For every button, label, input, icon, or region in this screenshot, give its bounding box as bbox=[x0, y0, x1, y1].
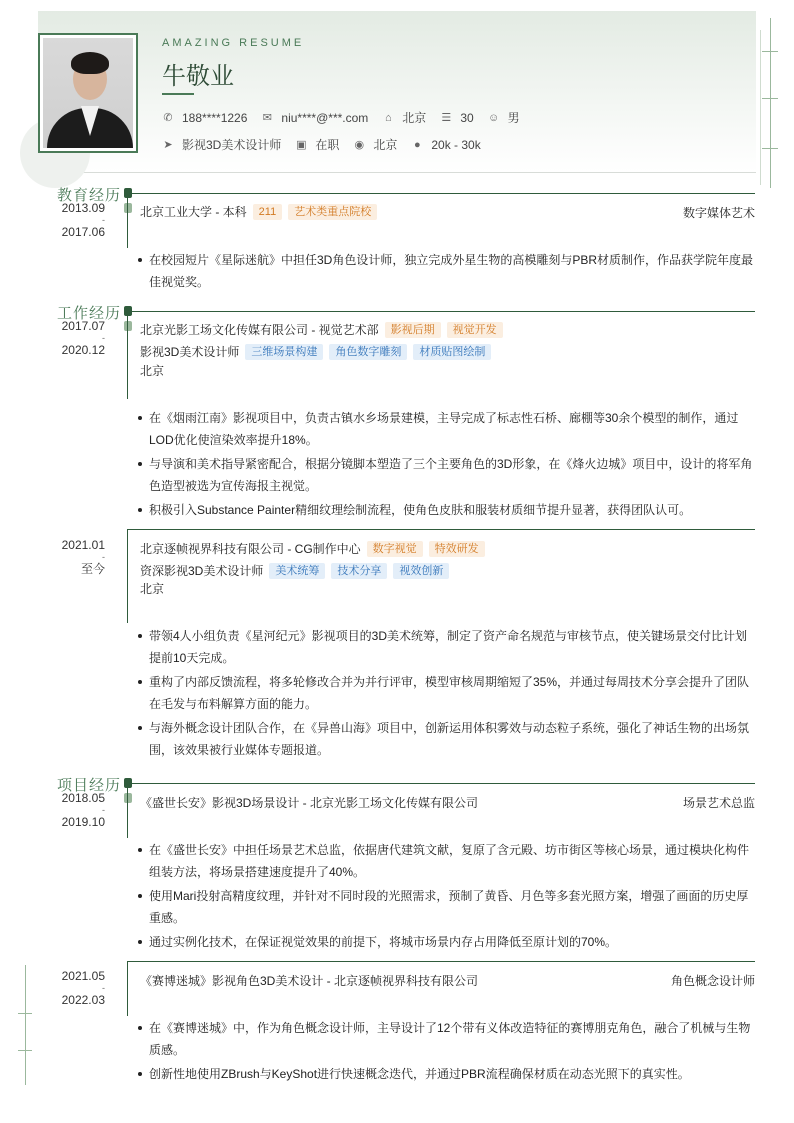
decor-line bbox=[762, 148, 778, 149]
list-item: 通过实例化技术，在保证视觉效果的前提下，将城市场景内存占用降低至原计划的70%。 bbox=[137, 931, 755, 953]
candidate-name: 牛敬业 bbox=[162, 63, 234, 90]
role-tag: 三维场景构建 bbox=[245, 344, 323, 360]
project-role: 场景艺术总监 bbox=[682, 796, 755, 810]
cake-icon: ☰ bbox=[441, 111, 452, 124]
date-start: 2018.05 bbox=[61, 791, 105, 805]
job-intent-row bbox=[162, 136, 495, 153]
date-start: 2021.05 bbox=[61, 969, 105, 983]
decor-line bbox=[762, 98, 778, 99]
mail-icon: ✉ bbox=[262, 111, 273, 124]
avatar bbox=[38, 33, 138, 153]
decor-line bbox=[760, 30, 761, 185]
date-start: 2013.09 bbox=[61, 201, 105, 215]
section-title-work: 工作经历 bbox=[57, 305, 122, 322]
gender-icon: ☺ bbox=[488, 111, 500, 124]
list-item: 重构了内部反馈流程，将多轮修改合并为并行评审，模型审核周期缩短了35%，并通过每周技术分享会提升了团队在毛发与布料解算方面的能力。 bbox=[137, 671, 755, 715]
entry-line bbox=[127, 961, 128, 1016]
company-tag: 视觉开发 bbox=[447, 322, 503, 338]
list-item: 创新性地使用ZBrush与KeyShot进行快速概念迭代，并通过PBR流程确保材质在动态光照下的真实性。 bbox=[137, 1063, 755, 1085]
project-bullets bbox=[137, 839, 755, 955]
section-marker bbox=[124, 188, 132, 198]
work-bullets bbox=[137, 625, 755, 763]
date-end: 至今 bbox=[80, 562, 105, 576]
work-bullets bbox=[137, 407, 755, 523]
contact-row bbox=[162, 109, 534, 126]
list-item: 在《赛博迷城》中，作为角色概念设计师，主导设计了12个带有义体改造特征的赛博朋克角色，融合了机械与生物质感。 bbox=[137, 1017, 755, 1061]
entry-divider bbox=[127, 529, 755, 530]
list-item: 带领4人小组负责《星河纪元》影视项目的3D美术统筹，制定了资产命名规范与审核节点，使关键场景交付比计划提前10天完成。 bbox=[137, 625, 755, 669]
list-item: 与海外概念设计团队合作，在《异兽山海》项目中，创新运用体积雾效与动态粒子系统，强化了神话生物的出场氛围，该效果被行业媒体专题报道。 bbox=[137, 717, 755, 761]
company-tag: 特效研发 bbox=[429, 541, 485, 557]
section-title-education: 教育经历 bbox=[57, 187, 122, 204]
briefcase-icon: ▣ bbox=[296, 138, 307, 151]
section-divider bbox=[129, 193, 755, 194]
school-tag: 艺术类重点院校 bbox=[288, 204, 377, 220]
school-line bbox=[140, 203, 377, 220]
date-end: 2017.06 bbox=[61, 225, 105, 239]
entry-line bbox=[127, 193, 128, 248]
age-text: 30 bbox=[460, 110, 474, 125]
gender-text: 男 bbox=[507, 111, 520, 125]
work-city: 北京 bbox=[140, 364, 165, 378]
section-divider bbox=[129, 311, 755, 312]
school-tag: 211 bbox=[253, 204, 283, 220]
project-role: 角色概念设计师 bbox=[670, 974, 755, 988]
date-end: 2022.03 bbox=[61, 993, 105, 1007]
phone-text: 188****1226 bbox=[182, 110, 248, 125]
section-title-project: 项目经历 bbox=[57, 777, 122, 794]
company-line bbox=[140, 321, 503, 338]
project-title: 《盛世长安》影视3D场景设计 - 北京光影工场文化传媒有限公司 bbox=[140, 796, 479, 810]
decor-line bbox=[25, 965, 26, 1085]
entry-line bbox=[127, 311, 128, 399]
date-start: 2021.01 bbox=[61, 538, 105, 552]
education-bullets bbox=[137, 249, 755, 295]
list-item: 在《盛世长安》中担任场景艺术总监，依据唐代建筑文献，复原了含元殿、坊市街区等核心场景，通过模块化构件组装方法，将场景搭建速度提升了40%。 bbox=[137, 839, 755, 883]
company-tag: 影视后期 bbox=[385, 322, 441, 338]
list-item: 在校园短片《星际迷航》中担任3D角色设计师，独立完成外星生物的高模雕刻与PBR材质制作，作品获学院年度最佳视觉奖。 bbox=[137, 249, 755, 293]
status-text: 在职 bbox=[315, 138, 340, 152]
company-line bbox=[140, 540, 485, 557]
date-range: 2018.05 - 2019.10 bbox=[61, 791, 105, 829]
entry-divider bbox=[127, 961, 755, 962]
decor-line bbox=[18, 1013, 32, 1014]
entry-marker bbox=[124, 793, 132, 803]
role-name: 资深影视3D美术设计师 bbox=[140, 564, 264, 578]
target-position-text: 影视3D美术设计师 bbox=[182, 138, 282, 152]
resume-tagline: AMAZING RESUME bbox=[162, 37, 305, 49]
company-name: 北京光影工场文化传媒有限公司 - 视觉艺术部 bbox=[140, 323, 379, 337]
role-line bbox=[140, 343, 491, 360]
entry-marker bbox=[124, 203, 132, 213]
decor-line bbox=[18, 1050, 32, 1051]
send-icon: ➤ bbox=[163, 138, 173, 151]
role-tag: 角色数字雕刻 bbox=[329, 344, 407, 360]
entry-marker bbox=[124, 321, 132, 331]
date-range: 2021.01 - 至今 bbox=[61, 538, 105, 576]
email-text: niu****@***.com bbox=[281, 110, 369, 125]
role-tag: 技术分享 bbox=[331, 563, 387, 579]
role-tag: 美术统筹 bbox=[269, 563, 325, 579]
list-item: 积极引入Substance Painter精细纹理绘制流程，使角色皮肤和服装材质细节提升显著，获得团队认可。 bbox=[137, 499, 755, 521]
date-range: 2021.05 - 2022.03 bbox=[61, 969, 105, 1007]
role-line bbox=[140, 562, 449, 579]
role-name: 影视3D美术设计师 bbox=[140, 345, 240, 359]
section-divider bbox=[129, 783, 755, 784]
school-name: 北京工业大学 - 本科 bbox=[140, 205, 247, 219]
salary-text: 20k - 30k bbox=[431, 137, 481, 152]
list-item: 在《烟雨江南》影视项目中，负责古镇水乡场景建模，主导完成了标志性石桥、廊棚等30余个模型的制作，通过LOD优化使渲染效率提升18%。 bbox=[137, 407, 755, 451]
section-marker bbox=[124, 778, 132, 788]
list-item: 使用Mari投射高精度纹理，并针对不同时段的光照需求，预制了黄昏、月色等多套光照方案，增强了画面的历史厚重感。 bbox=[137, 885, 755, 929]
list-item: 与导演和美术指导紧密配合，根据分镜脚本塑造了三个主要角色的3D形象，在《烽火边城》项目中，设计的将军角色造型被选为宣传海报主视觉。 bbox=[137, 453, 755, 497]
date-end: 2020.12 bbox=[61, 343, 105, 357]
decor-line bbox=[770, 18, 771, 188]
target-city-text: 北京 bbox=[373, 138, 398, 152]
date-end: 2019.10 bbox=[61, 815, 105, 829]
decor-line bbox=[762, 51, 778, 52]
date-range: 2013.09 - 2017.06 bbox=[61, 201, 105, 239]
portrait-photo bbox=[43, 38, 133, 148]
hometown-text: 北京 bbox=[402, 111, 427, 125]
date-range: 2017.07 - 2020.12 bbox=[61, 319, 105, 357]
entry-line bbox=[127, 783, 128, 838]
entry-line bbox=[127, 529, 128, 623]
name-underline bbox=[162, 93, 194, 95]
date-start: 2017.07 bbox=[61, 319, 105, 333]
section-marker bbox=[124, 306, 132, 316]
home-icon: ⌂ bbox=[384, 111, 392, 124]
company-tag: 数字视觉 bbox=[367, 541, 423, 557]
project-title: 《赛博迷城》影视角色3D美术设计 - 北京逐帧视界科技有限公司 bbox=[140, 974, 479, 988]
company-name: 北京逐帧视界科技有限公司 - CG制作中心 bbox=[140, 542, 361, 556]
location-icon: ◉ bbox=[354, 138, 365, 151]
money-icon: ● bbox=[414, 138, 421, 151]
phone-icon: ✆ bbox=[163, 111, 173, 124]
work-city: 北京 bbox=[140, 582, 165, 596]
project-bullets bbox=[137, 1017, 755, 1087]
role-tag: 视效创新 bbox=[393, 563, 449, 579]
role-tag: 材质贴图绘制 bbox=[413, 344, 491, 360]
major-text: 数字媒体艺术 bbox=[682, 206, 755, 220]
